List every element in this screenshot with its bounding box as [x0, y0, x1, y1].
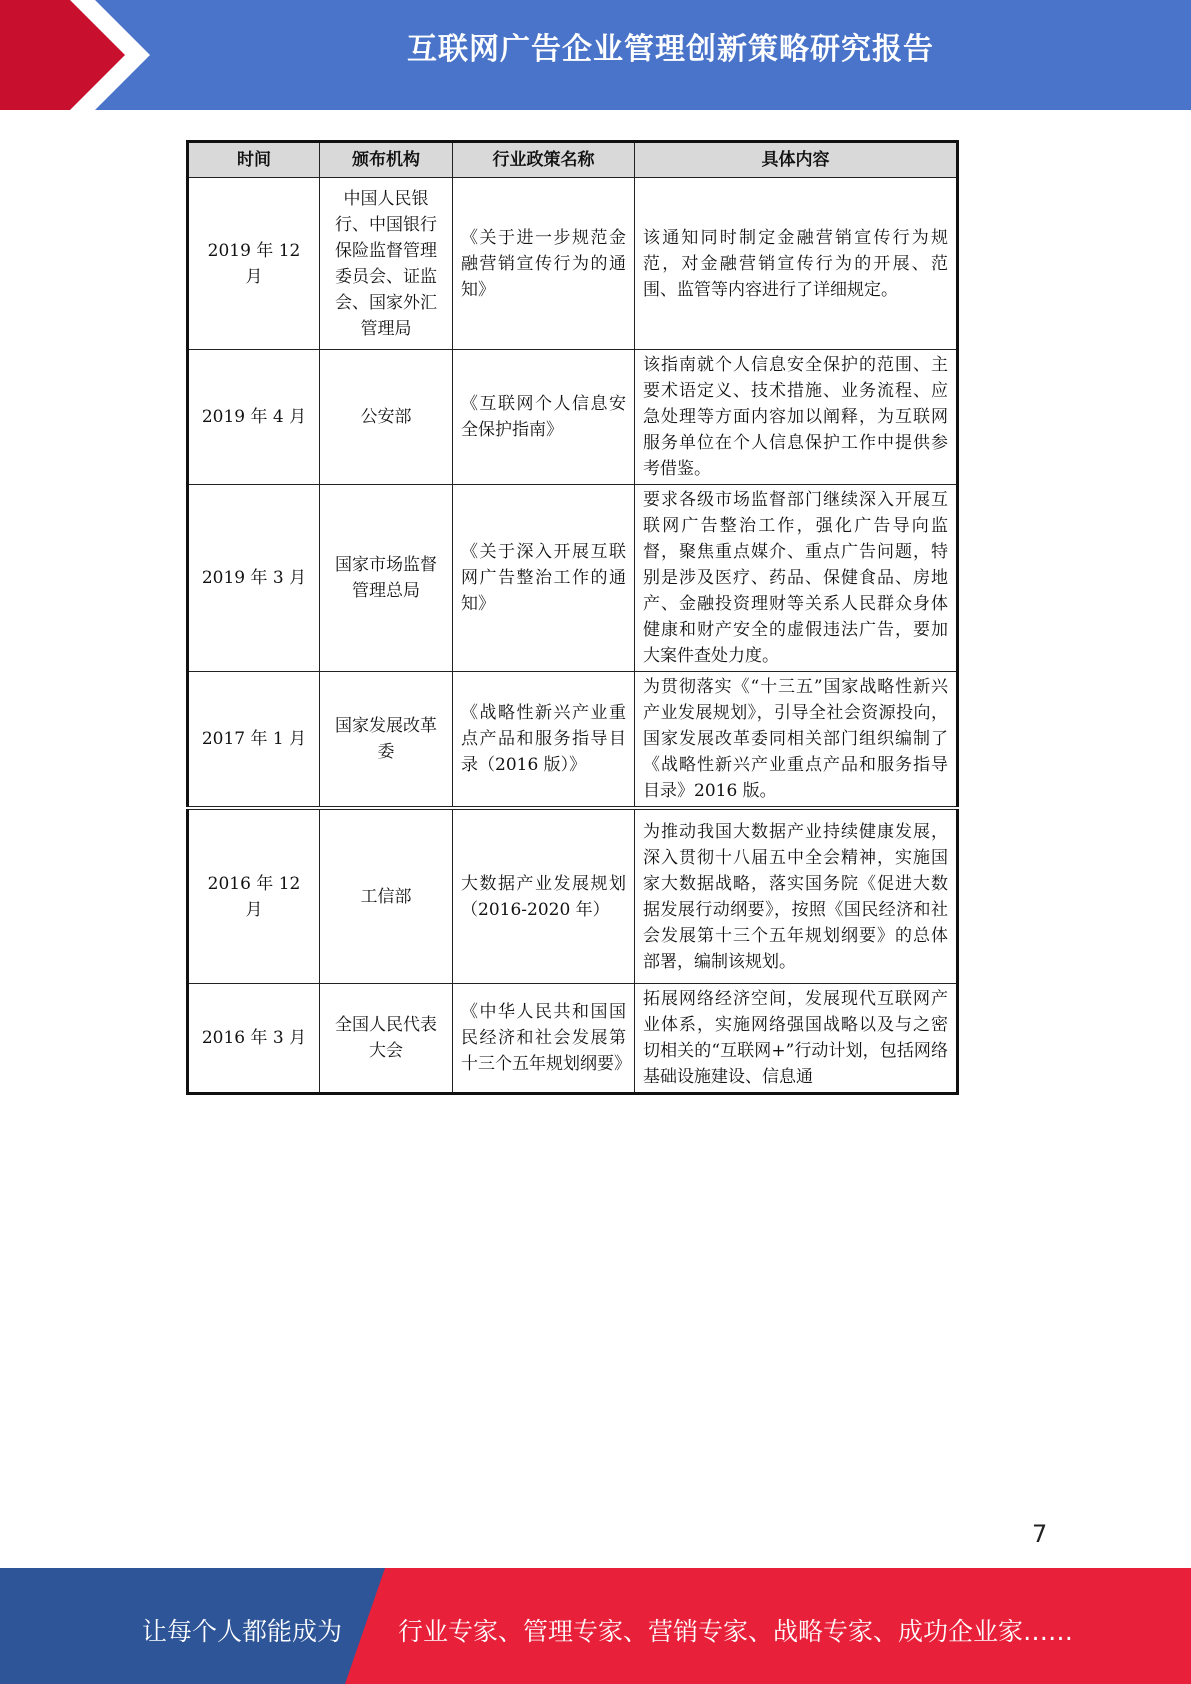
cell-time: 2019 年 3 月: [188, 485, 320, 672]
cell-time: 2019 年 12 月: [188, 178, 320, 350]
footer-slogan-right: 行业专家、管理专家、营销专家、战略专家、成功企业家……: [398, 1617, 1074, 1646]
cell-policy-name: 《中华人民共和国国民经济和社会发展第十三个五年规划纲要》: [453, 984, 635, 1094]
cell-policy-name: 《战略性新兴产业重点产品和服务指导目录（2016 版）》: [453, 672, 635, 807]
cell-policy-name: 《关于进一步规范金融营销宣传行为的通知》: [453, 178, 635, 350]
page-header-banner: [0, 0, 1191, 110]
cell-org: 国家市场监督管理总局: [320, 485, 453, 672]
cell-policy-name: 大数据产业发展规划（2016-2020 年）: [453, 810, 635, 984]
table-row: [188, 810, 958, 984]
cell-content: 为贯彻落实《“十三五”国家战略性新兴产业发展规划》，引导全社会资源投向，国家发展改革委同相关部门组织编制了《战略性新兴产业重点产品和服务指导目录》2016 版。: [635, 672, 958, 807]
cell-time: 2019 年 4 月: [188, 350, 320, 485]
page-number: 7: [1032, 1520, 1048, 1548]
header-red-arrow-decoration: [0, 0, 150, 110]
policy-table-part2: [186, 809, 959, 1095]
cell-content: 该通知同时制定金融营销宣传行为规范，对金融营销宣传行为的开展、范围、监管等内容进行了详细规定。: [635, 178, 958, 350]
cell-org: 国家发展改革委: [320, 672, 453, 807]
report-title: 互联网广告企业管理创新策略研究报告: [407, 32, 934, 67]
page-footer-banner: [0, 1568, 1191, 1684]
cell-time: 2016 年 12 月: [188, 810, 320, 984]
cell-content: 为推动我国大数据产业持续健康发展，深入贯彻十八届五中全会精神，实施国家大数据战略，落实国务院《促进大数据发展行动纲要》，按照《国民经济和社会发展第十三个五年规划纲要》的总体部署，编制该规划。: [635, 810, 958, 984]
table-row: [188, 485, 958, 672]
policy-table-part1: [186, 140, 959, 807]
table-row: [188, 350, 958, 485]
cell-time: 2016 年 3 月: [188, 984, 320, 1094]
table-row: [188, 984, 958, 1094]
cell-content: 该指南就个人信息安全保护的范围、主要术语定义、技术措施、业务流程、应急处理等方面内容加以阐释，为互联网服务单位在个人信息保护工作中提供参考借鉴。: [635, 350, 958, 485]
cell-time: 2017 年 1 月: [188, 672, 320, 807]
table-header-row: [188, 142, 958, 178]
cell-org: 工信部: [320, 810, 453, 984]
cell-org: 中国人民银行、中国银行保险监督管理委员会、证监会、国家外汇管理局: [320, 178, 453, 350]
cell-org: 全国人民代表大会: [320, 984, 453, 1094]
footer-slogan-left: 让每个人都能成为: [142, 1617, 343, 1646]
table-row: [188, 672, 958, 807]
table-row: [188, 178, 958, 350]
cell-policy-name: 《关于深入开展互联网广告整治工作的通知》: [453, 485, 635, 672]
header-policy-name: 行业政策名称: [453, 142, 635, 178]
cell-org: 公安部: [320, 350, 453, 485]
header-content: 具体内容: [635, 142, 958, 178]
cell-policy-name: 《互联网个人信息安全保护指南》: [453, 350, 635, 485]
header-org: 颁布机构: [320, 142, 453, 178]
header-time: 时间: [188, 142, 320, 178]
cell-content: 拓展网络经济空间，发展现代互联网产业体系，实施网络强国战略以及与之密切相关的“互联网+”行动计划，包括网络基础设施建设、信息通: [635, 984, 958, 1094]
cell-content: 要求各级市场监督部门继续深入开展互联网广告整治工作，强化广告导向监督，聚焦重点媒介、重点广告问题，特别是涉及医疗、药品、保健食品、房地产、金融投资理财等关系人民群众身体健康和财产安全的虚假违法广告，要加大案件查处力度。: [635, 485, 958, 672]
